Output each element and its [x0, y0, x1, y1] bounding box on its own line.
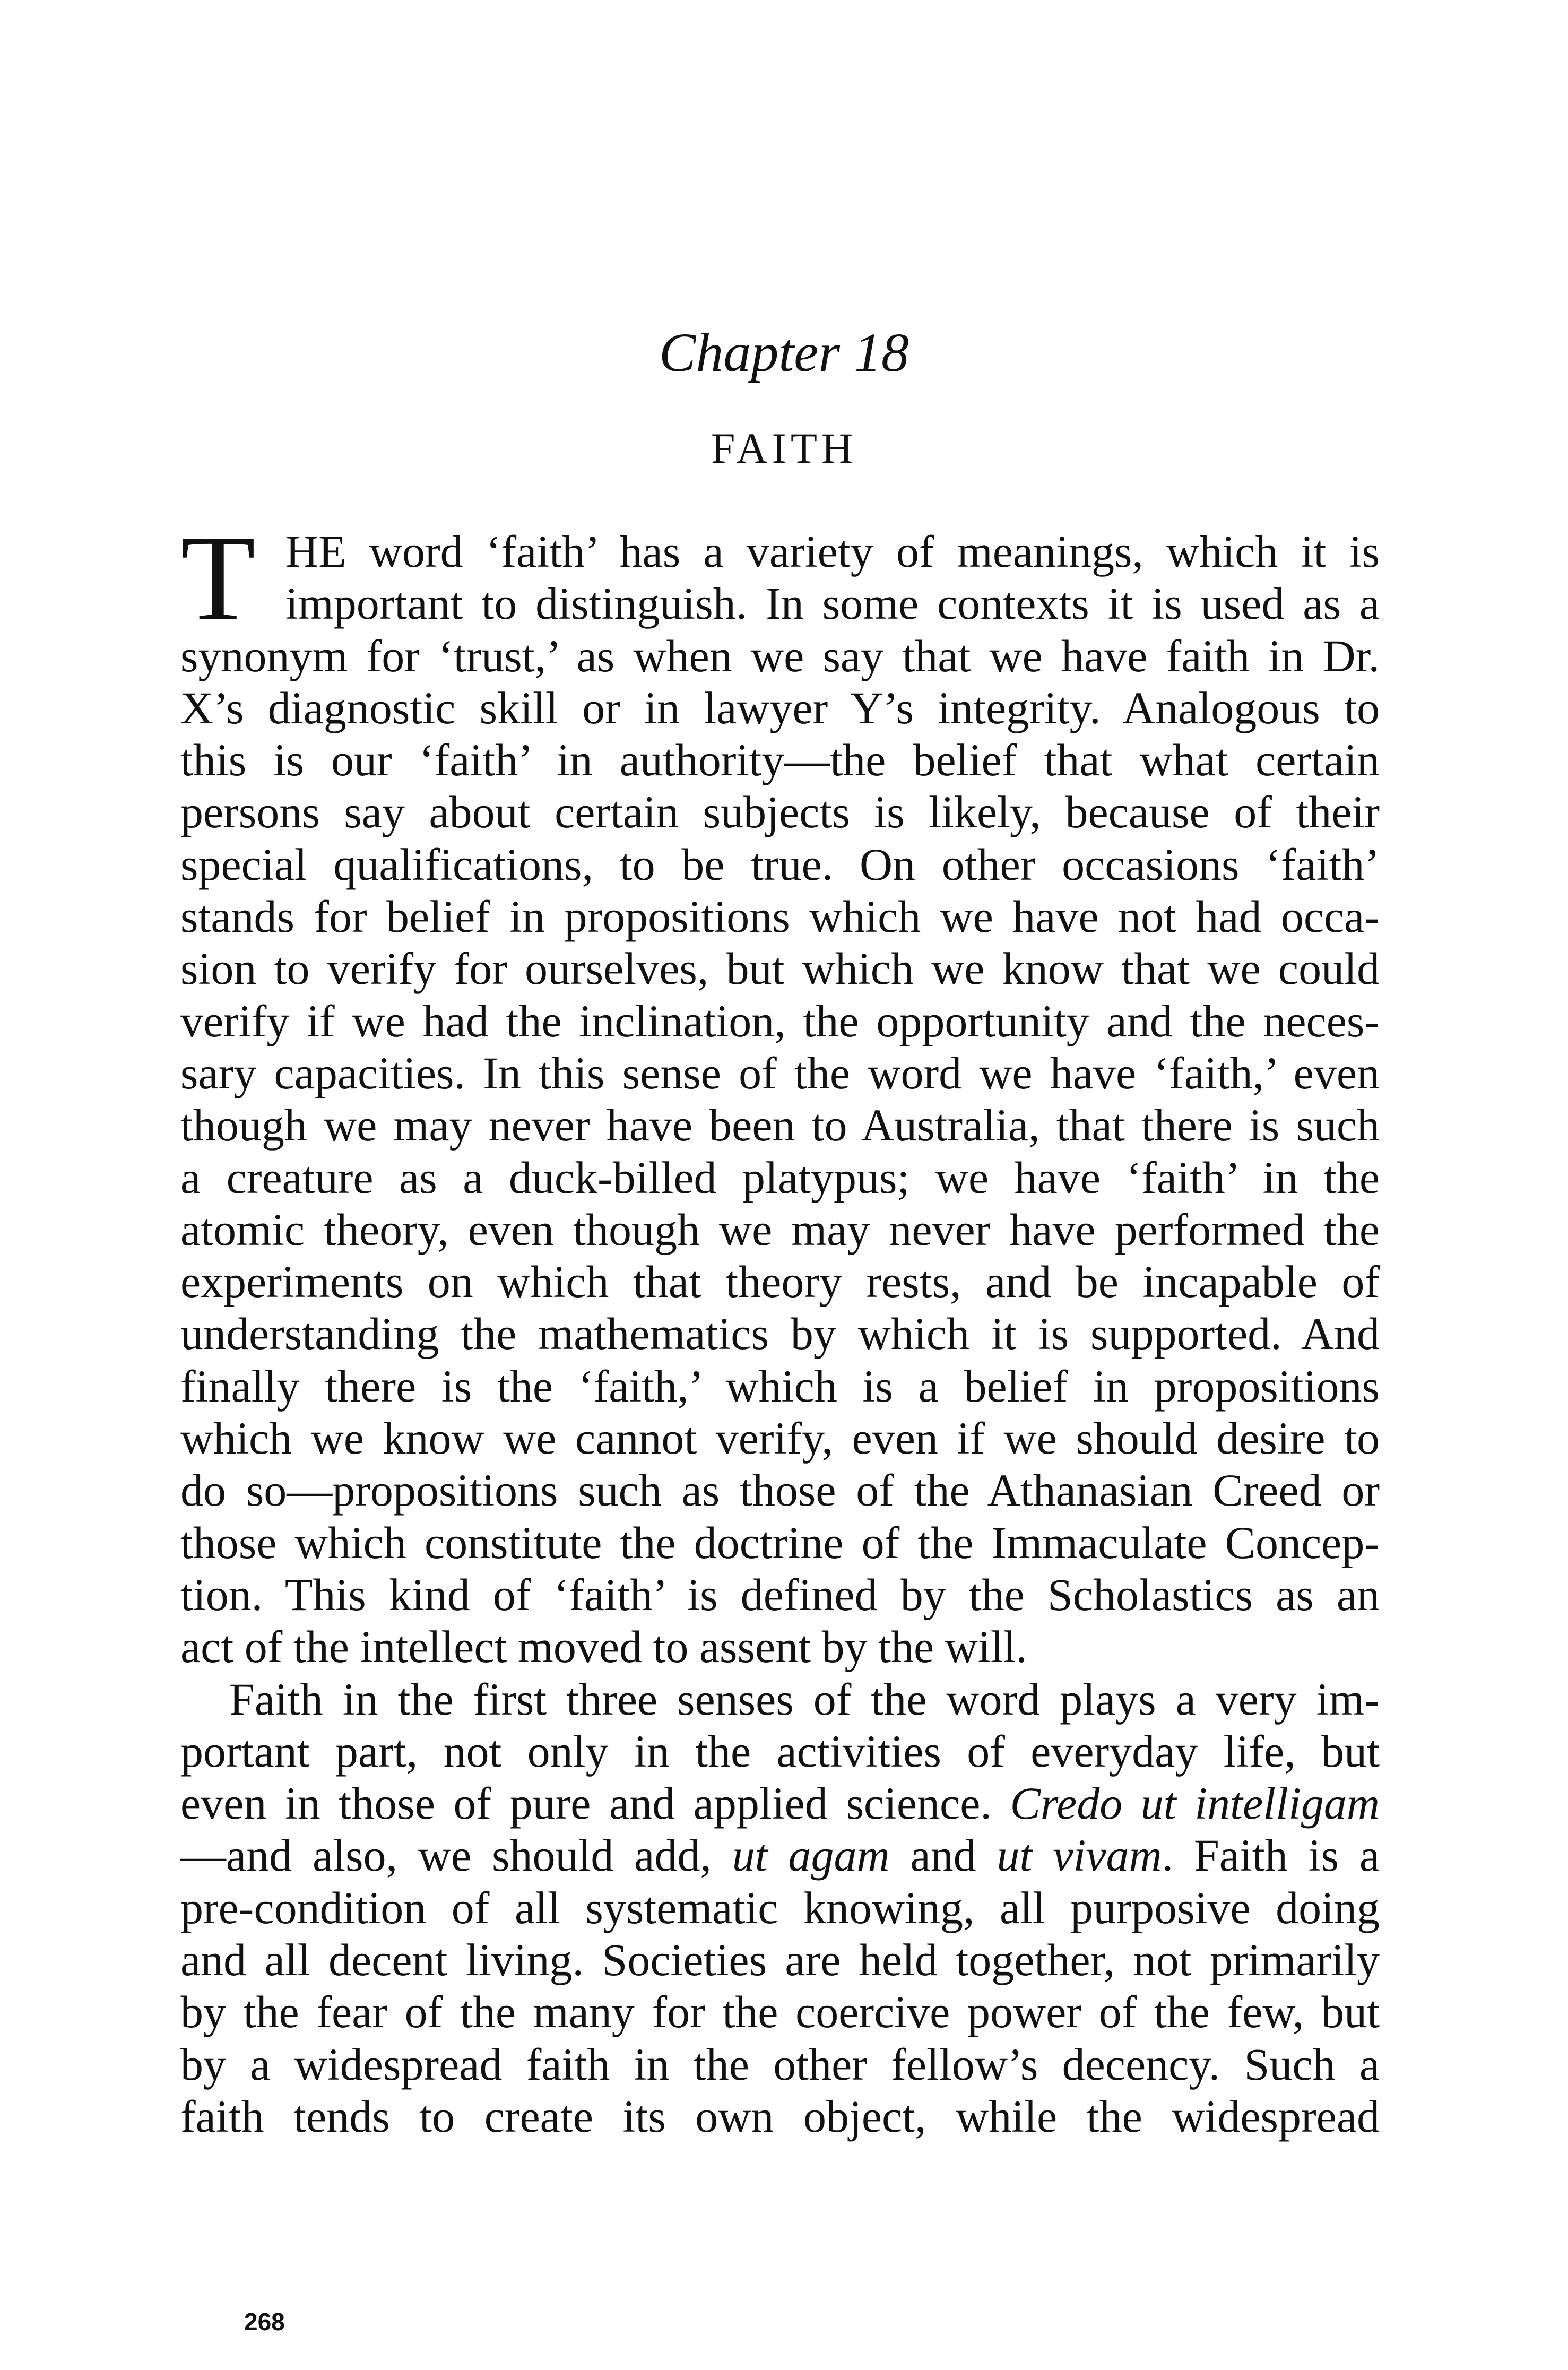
- text-line: finally there is the ‘faith,’ which is a belief in propositions: [180, 1360, 1380, 1412]
- latin-phrase: ut agam: [732, 1830, 890, 1881]
- text-line: experiments on which that theory rests, and be incapable of: [180, 1256, 1380, 1308]
- text-line: understanding the mathematics by which it is supported. And: [180, 1308, 1380, 1360]
- text-segment: even in those of pure and applied science.: [180, 1778, 1010, 1829]
- drop-cap: T: [180, 510, 256, 646]
- text-line: Faith in the first three senses of the word plays a very im-: [229, 1673, 1380, 1725]
- text-line: act of the intellect moved to assent by the will.: [180, 1621, 1027, 1673]
- text-line: portant part, not only in the activities of everyday life, but: [180, 1725, 1380, 1777]
- text-line: and all decent living. Societies are held together, not primarily: [180, 1934, 1380, 1986]
- text-line: important to distinguish. In some contexts it is used as a: [285, 578, 1380, 629]
- page-number: 268: [244, 2308, 285, 2336]
- text-line: which we know we cannot verify, even if we should desire to: [180, 1413, 1380, 1464]
- text-line: special qualifications, to be true. On other occasions ‘faith’: [180, 838, 1380, 890]
- text-line: tion. This kind of ‘faith’ is defined by the Scholastics as an: [180, 1569, 1380, 1620]
- text-line: X’s diagnostic skill or in lawyer Y’s integrity. Analogous to: [180, 682, 1380, 733]
- text-line: verify if we had the inclination, the opportunity and the neces-: [180, 995, 1380, 1046]
- text-line: HE word ‘faith’ has a variety of meanings, which it is: [285, 526, 1380, 577]
- text-line: those which constitute the doctrine of the Immaculate Concep-: [180, 1517, 1380, 1568]
- text-line: persons say about certain subjects is likely, because of their: [180, 786, 1380, 838]
- chapter-title: FAITH: [711, 424, 857, 472]
- body-text: [180, 510, 1380, 2142]
- text-line: a creature as a duck-billed platypus; we have ‘faith’ in the: [180, 1152, 1380, 1203]
- chapter-label: Chapter 18: [659, 322, 909, 383]
- text-line: [180, 1777, 1380, 1829]
- text-line: pre-condition of all systematic knowing, all purposive doing: [180, 1882, 1380, 1933]
- text-line: by the fear of the many for the coercive power of the few, but: [180, 1986, 1380, 2038]
- text-segment: . Faith is a: [1162, 1830, 1380, 1881]
- text-line: synonym for ‘trust,’ as when we say that we have faith in Dr.: [180, 630, 1380, 681]
- text-line: though we may never have been to Australia, that there is such: [180, 1100, 1380, 1151]
- latin-phrase: ut vivam: [997, 1830, 1162, 1881]
- text-line: this is our ‘faith’ in authority—the belief that what certain: [180, 734, 1380, 786]
- text-line: faith tends to create its own object, while the widespread: [180, 2090, 1380, 2142]
- text-segment: and: [889, 1830, 997, 1881]
- text-segment: —and also, we should add,: [180, 1830, 732, 1881]
- text-line: [180, 1829, 1380, 1881]
- text-line: do so—propositions such as those of the Athanasian Creed or: [180, 1465, 1380, 1516]
- latin-phrase: Credo ut intelligam: [1010, 1778, 1380, 1829]
- text-line: sion to verify for ourselves, but which we know that we could: [180, 943, 1380, 994]
- text-line: by a widespread faith in the other fellow’s decency. Such a: [180, 2038, 1380, 2090]
- text-line: sary capacities. In this sense of the word we have ‘faith,’ even: [180, 1047, 1380, 1098]
- text-line: atomic theory, even though we may never have performed the: [180, 1204, 1380, 1255]
- text-line: stands for belief in propositions which we have not had occa-: [180, 891, 1380, 942]
